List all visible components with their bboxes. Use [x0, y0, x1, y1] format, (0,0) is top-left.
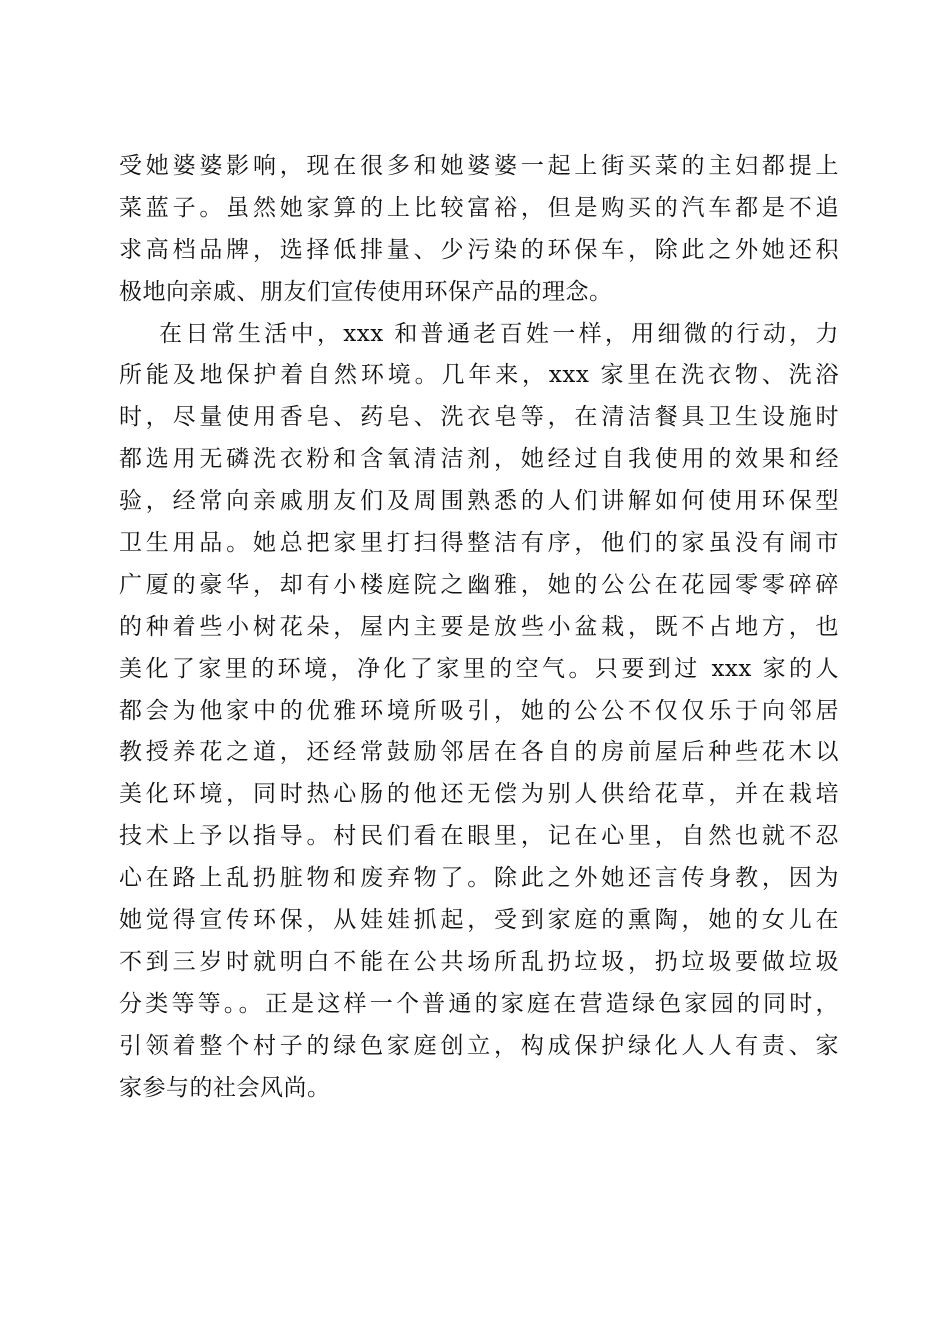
text-line: 教授养花之道，还经常鼓励邻居在各自的房前屋后种些花木以 — [119, 739, 839, 766]
text-line: 验，经常向亲戚朋友们及周围熟悉的人们讲解如何使用环保型 — [119, 488, 839, 515]
paragraph-2 — [119, 314, 839, 1110]
text-line: 她觉得宣传环保，从娃娃抓起，受到家庭的熏陶，她的女儿在 — [119, 907, 839, 934]
text-line: 都选用无磷洗衣粉和含氧清洁剂，她经过自我使用的效果和经 — [119, 446, 839, 473]
text-line: 不到三岁时就明白不能在公共场所乱扔垃圾，扔垃圾要做垃圾 — [119, 948, 839, 975]
text-line: 求高档品牌，选择低排量、少污染的环保车，除此之外她还积 — [119, 236, 839, 263]
paragraph-1 — [119, 146, 839, 314]
text-line: 引领着整个村子的绿色家庭创立，构成保护绿化人人有责、家 — [119, 1032, 839, 1059]
text-line: 菜蓝子。虽然她家算的上比较富裕，但是购买的汽车都是不追 — [119, 194, 839, 221]
text-line: 美化环境，同时热心肠的他还无偿为别人供给花草，并在栽培 — [119, 781, 839, 808]
text-line: 广厦的豪华，却有小楼庭院之幽雅，她的公公在花园零零碎碎 — [119, 571, 839, 598]
text-line: 分类等等。。正是这样一个普通的家庭在营造绿色家园的同时， — [119, 990, 839, 1017]
text-line: 受她婆婆影响，现在很多和她婆婆一起上街买菜的主妇都提上 — [119, 153, 839, 179]
document-body — [119, 146, 839, 1109]
text-line: 在日常生活中，xxx 和普通老百姓一样，用细微的行动，力 — [159, 320, 839, 347]
text-line: 技术上予以指导。村民们看在眼里，记在心里，自然也就不忍 — [119, 823, 839, 850]
text-line: 极地向亲戚、朋友们宣传使用环保产品的理念。 — [119, 278, 613, 305]
text-line: 都会为他家中的优雅环境所吸引，她的公公不仅仅乐于向邻居 — [119, 697, 839, 724]
text-line: 家参与的社会风尚。 — [119, 1074, 331, 1101]
text-line: 美化了家里的环境，净化了家里的空气。只要到过 xxx 家的人 — [119, 655, 839, 682]
text-line: 卫生用品。她总把家里打扫得整洁有序，他们的家虽没有闹市 — [119, 530, 839, 557]
text-line: 时，尽量使用香皂、药皂、洗衣皂等，在清洁餐具卫生设施时 — [119, 404, 839, 431]
text-line: 的种着些小树花朵，屋内主要是放些小盆栽，既不占地方，也 — [119, 613, 839, 640]
text-line: 所能及地保护着自然环境。几年来，xxx 家里在洗衣物、洗浴 — [119, 362, 839, 389]
text-line: 心在路上乱扔脏物和废弃物了。除此之外她还言传身教，因为 — [119, 865, 839, 892]
